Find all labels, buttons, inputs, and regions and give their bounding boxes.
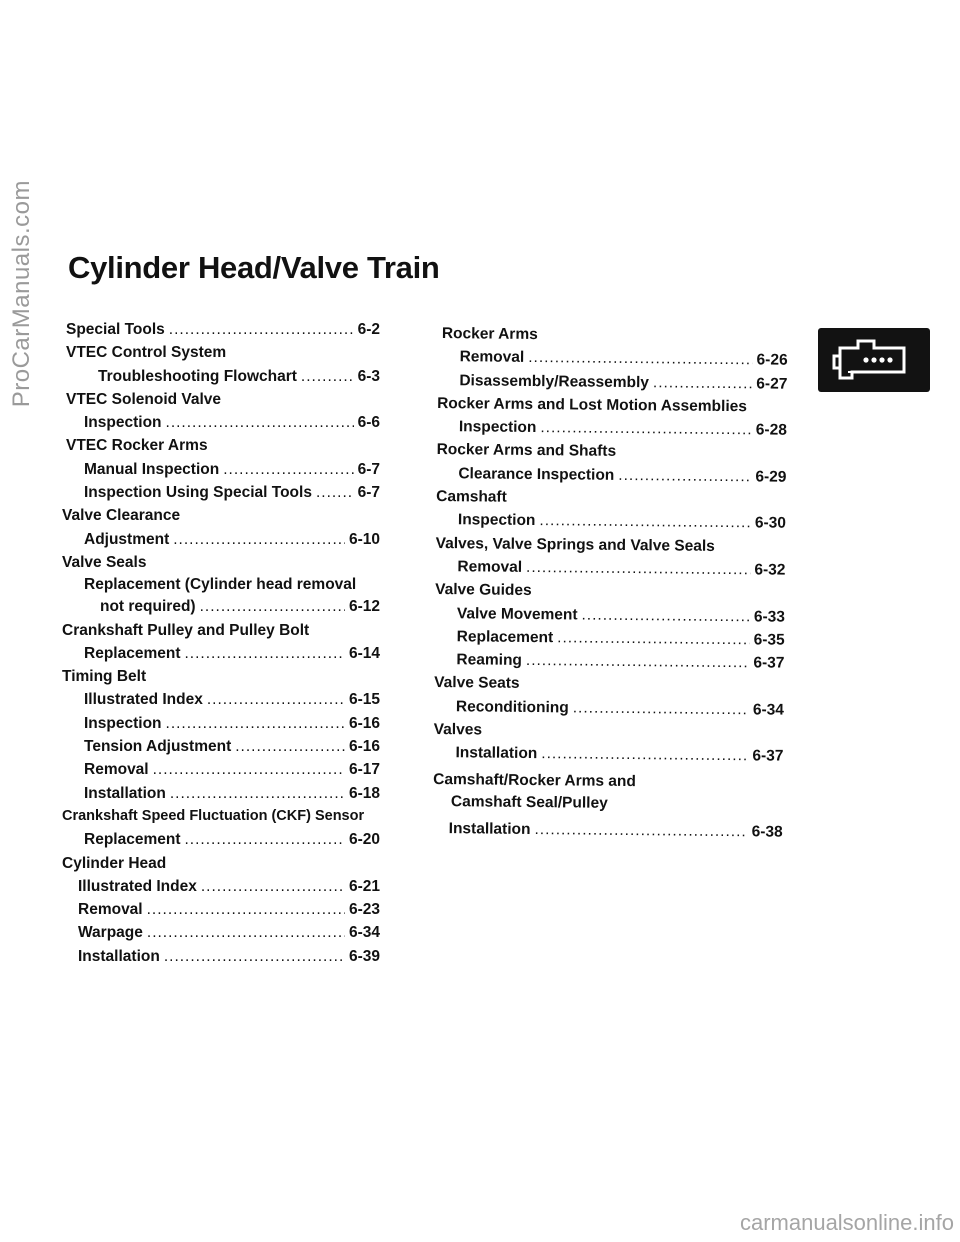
toc-entry-valve-seals-replacement[interactable]: not required) ..... 6-12 xyxy=(62,595,380,618)
toc-right-column xyxy=(433,322,788,844)
watermark-carmanualsonline: carmanualsonline.info xyxy=(739,1210,954,1235)
toc-entry-valves-installation[interactable]: Installation ..... 6-37 xyxy=(433,741,783,768)
toc-heading-cylinder-head: Cylinder Head xyxy=(62,854,167,872)
engine-icon xyxy=(818,328,930,392)
toc-heading-valve-guides: Valve Guides xyxy=(435,581,532,600)
toc-heading-valve-clearance: Valve Clearance xyxy=(62,507,181,525)
toc-heading-rocker-arms-shafts: Rocker Arms and Shafts xyxy=(436,441,617,461)
toc-left-column xyxy=(62,318,380,968)
toc-entry-lost-motion-inspection[interactable]: Inspection ..... 6-28 xyxy=(437,415,787,442)
toc-heading-lost-motion: Rocker Arms and Lost Motion Assemblies xyxy=(437,394,748,416)
page-title: Cylinder Head/Valve Train xyxy=(68,250,440,285)
toc-entry-timing-belt-tension[interactable]: Tension Adjustment ..... 6-16 xyxy=(62,735,380,758)
watermark-procarmanuals: ProCarManuals.com xyxy=(8,180,35,408)
toc-entry-rocker-arms-disassembly[interactable]: Disassembly/Reassembly ..... 6-27 xyxy=(437,369,787,396)
toc-entry-cylinder-head-removal[interactable]: Removal ..... 6-23 xyxy=(62,898,380,921)
toc-entry-timing-belt-removal[interactable]: Removal ..... 6-17 xyxy=(62,758,380,781)
toc-entry-ckf-sensor-replacement[interactable]: Replacement ..... 6-20 xyxy=(62,828,380,851)
toc-entry-reconditioning[interactable]: Reconditioning ..... 6-34 xyxy=(434,695,784,722)
toc-entry-rocker-arms-removal[interactable]: Removal ..... 6-26 xyxy=(438,345,788,372)
toc-heading-camshaft-rocker-line2: Camshaft Seal/Pulley xyxy=(450,792,608,812)
toc-entry-solenoid-inspection[interactable]: Inspection ..... 6-6 xyxy=(62,411,380,434)
toc-heading-vtec-solenoid-valve: VTEC Solenoid Valve xyxy=(66,390,222,408)
toc-heading-rocker-arms: Rocker Arms xyxy=(441,325,538,344)
toc-heading-timing-belt: Timing Belt xyxy=(62,668,147,686)
toc-entry-troubleshooting-flowchart[interactable]: Troubleshooting Flowchart ..... 6-3 xyxy=(62,365,380,388)
toc-heading-vtec-rocker-arms: VTEC Rocker Arms xyxy=(66,437,208,455)
toc-entry-cylinder-head-illustrated-index[interactable]: Illustrated Index ..... 6-21 xyxy=(62,875,380,898)
toc-entry-reaming[interactable]: Reaming ..... 6-37 xyxy=(434,648,784,675)
toc-entry-valve-seals-replacement-line1[interactable]: Replacement (Cylinder head removal xyxy=(84,576,357,594)
toc-heading-camshaft: Camshaft xyxy=(436,488,507,506)
toc-entry-timing-belt-illustrated-index[interactable]: Illustrated Index ..... 6-15 xyxy=(62,688,380,711)
toc-heading-valve-seals: Valve Seals xyxy=(62,553,147,571)
toc-entry-valve-guides-replacement[interactable]: Replacement ..... 6-35 xyxy=(435,625,785,652)
toc-entry-manual-inspection[interactable]: Manual Inspection ..... 6-7 xyxy=(62,458,380,481)
toc-heading-camshaft-rocker-line1: Camshaft/Rocker Arms and xyxy=(433,770,637,790)
toc-heading-crankshaft-pulley: Crankshaft Pulley and Pulley Bolt xyxy=(62,621,310,639)
toc-entry-clearance-inspection[interactable]: Clearance Inspection ..... 6-29 xyxy=(436,462,786,489)
toc-entry-cylinder-head-warpage[interactable]: Warpage ..... 6-34 xyxy=(62,921,380,944)
toc-heading-ckf-sensor: Crankshaft Speed Fluctuation (CKF) Sensor xyxy=(62,807,365,824)
toc-entry-camshaft-inspection[interactable]: Inspection ..... 6-30 xyxy=(436,508,786,535)
toc-heading-valves-springs-seals: Valves, Valve Springs and Valve Seals xyxy=(435,534,715,555)
toc-entry-valve-movement[interactable]: Valve Movement ..... 6-33 xyxy=(435,602,785,629)
toc-entry-inspection-special-tools[interactable]: Inspection Using Special Tools ..... 6-7 xyxy=(62,481,380,504)
toc-heading-vtec-control-system: VTEC Control System xyxy=(66,344,227,362)
toc-heading-valves: Valves xyxy=(433,721,483,739)
toc-entry-special-tools[interactable]: Special Tools ..... 6-2 xyxy=(62,318,380,341)
toc-entry-timing-belt-installation[interactable]: Installation ..... 6-18 xyxy=(62,782,380,805)
toc-entry-valves-springs-removal[interactable]: Removal ..... 6-32 xyxy=(435,555,785,582)
toc-entry-valve-clearance-adjustment[interactable]: Adjustment ..... 6-10 xyxy=(62,528,380,551)
toc-heading-valve-seats: Valve Seats xyxy=(434,674,520,693)
toc-entry-camshaft-rocker-installation[interactable]: Installation ..... 6-38 xyxy=(433,817,783,844)
toc-entry-cylinder-head-installation[interactable]: Installation ..... 6-39 xyxy=(62,945,380,968)
toc-entry-timing-belt-inspection[interactable]: Inspection ..... 6-16 xyxy=(62,712,380,735)
toc-entry-crankshaft-pulley-replacement[interactable]: Replacement ..... 6-14 xyxy=(62,642,380,665)
